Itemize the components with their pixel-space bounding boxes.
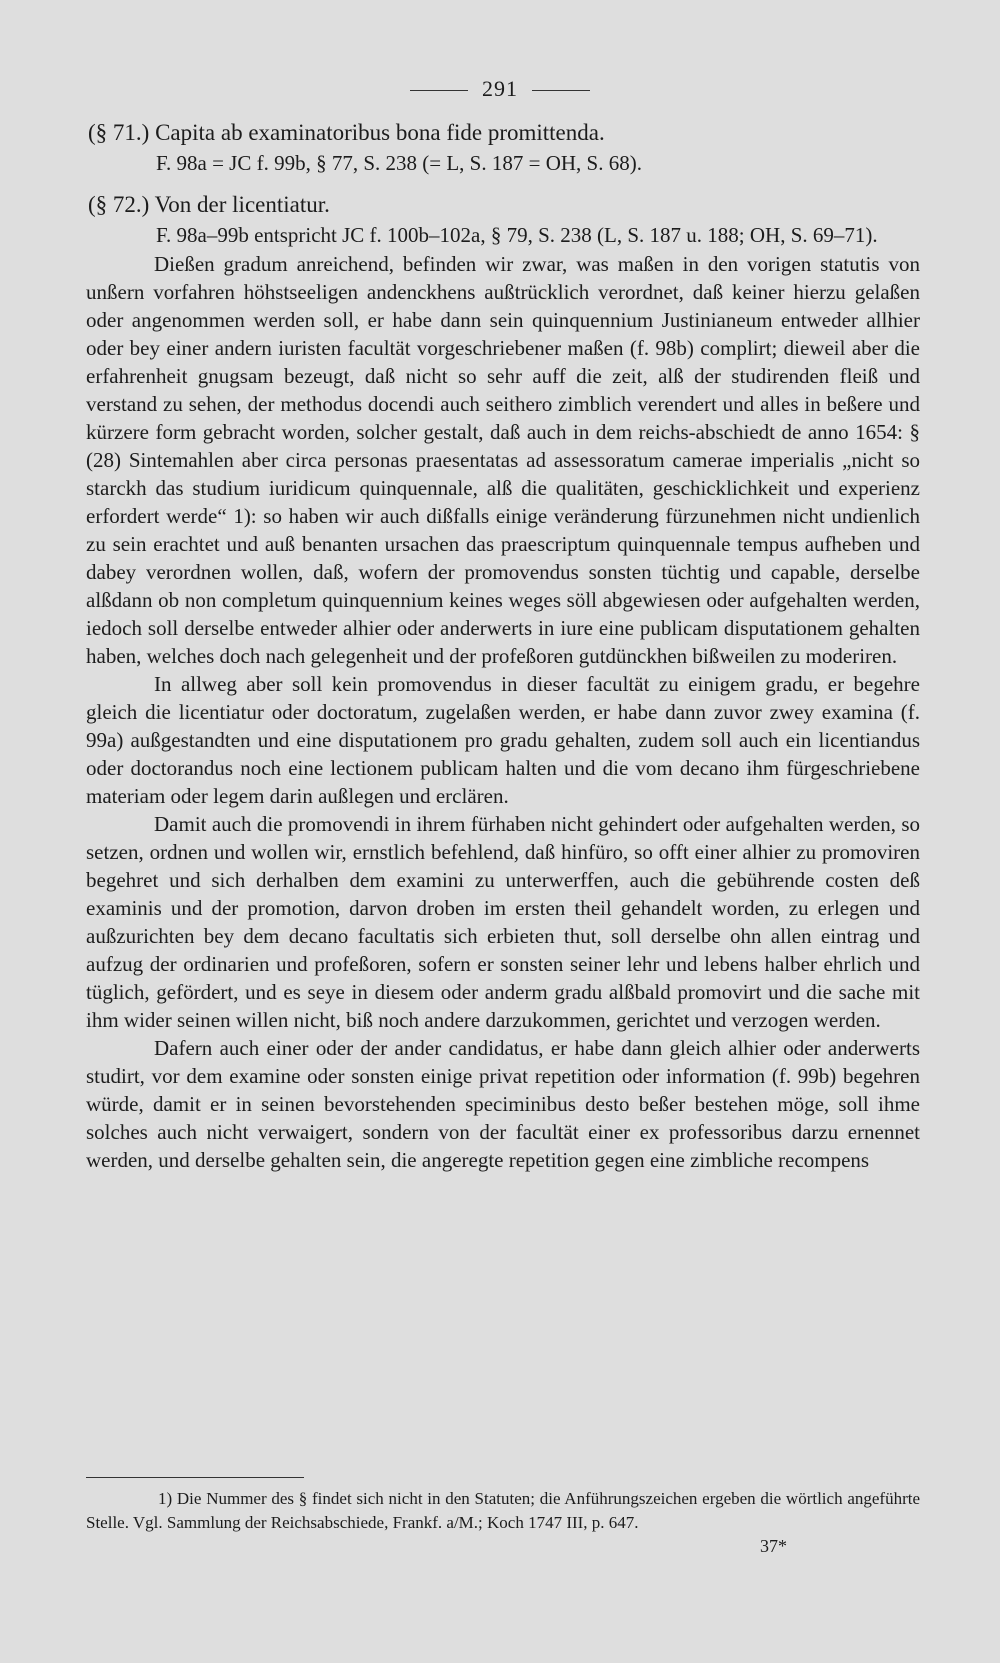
page-header (0, 76, 1000, 102)
section-reference-72: F. 98a–99b entspricht JC f. 100b–102a, § 79, S. 238 (L, S. 187 u. 188; OH, S. 69–71). (156, 223, 878, 247)
header-rule-left (410, 90, 468, 91)
section-reference-71: F. 98a = JC f. 99b, § 77, S. 238 (= L, S. 187 = OH, S. 68). (156, 151, 642, 175)
footnote-text: 1) Die Nummer des § findet sich nicht in den Statuten; die Anführungszeichen ergeben die wörtlich angeführte Stelle. Vgl. Sammlung der Reichsabschiede, Frankf. a/M.; Koch 1747 III, p. 647. (86, 1489, 920, 1532)
main-text (86, 118, 920, 1174)
footnote-divider (86, 1477, 304, 1478)
paragraph: In allweg aber soll kein promovendus in dieser facultät zu einigem gradu, er begehre gleich die licentiatur oder doctoratum, zugelaßen werden, er habe dann zuvor zwey examina (f. 99a) außgestandten und eine disputationem pro gradu gehalten, zudem soll auch ein licentiandus oder doctorandus noch eine lectionem publicam halten und die vom decano ihm fürgeschriebene materiam oder legem darin außlegen und erclären. (86, 672, 920, 808)
section-heading-72: (§ 72.) Von der licentiatur. (88, 192, 330, 217)
paragraph: Damit auch die promovendi in ihrem fürhaben nicht gehindert oder aufgehalten werden, so setzen, ordnen und wollen wir, ernstlich befehlend, daß hinfüro, so offt einer alhier zu promoviren begehret und sich derhalben dem examini zu unterwerffen, auch die gebührende costen deß examinis und der promotion, darvon droben im ersten theil gehandelt worden, zu erlegen und außzurichten bey dem decano facultatis sich erbieten thut, soll derselbe ohn allen eintrag und aufzug der ordinarien und profeßoren, sofern er sonsten seiner lehr und lebens halber ehrlich und tüglich, gefördert, und es seye in diesem oder anderm gradu alßbald promovirt und die sache mit ihm wider seinen willen nicht, biß noch andere darzukommen, gerichtet und verzogen werden. (86, 812, 920, 1032)
signature-mark: 37* (760, 1536, 787, 1556)
paragraph: Dießen gradum anreichend, befinden wir zwar, was maßen in den vorigen statutis von unßern vorfahren höhstseeligen andenckhens außtrücklich verordnet, daß keiner hierzu gelaßen oder angenommen werden soll, er habe dann sein quinquennium Justinianeum entweder allhier oder bey einer andern iuristen facultät vorgeschriebener maßen (f. 98b) complirt; dieweil aber die erfahrenheit gnugsam bezeugt, daß nicht so sehr auff die zeit, alß der studirenden fleiß und verstand zu sehen, der methodus docendi auch seithero zimblich verendert und alles in beßere und kürzere form gebracht worden, solcher gestalt, daß auch in dem reichs-abschiedt de anno 1654: § (28) Sintemahlen aber circa personas praesentatas ad assessoratum camerae imperialis „nicht so starckh das studium iuridicum quinquennale, alß die qualitäten, geschicklichkeit und experienz erfordert werde“ 1): so haben wir auch dißfalls einige veränderung fürzunehmen nicht undienlich zu sein erachtet und auß benanten ursachen das praescriptum quinquennale tempus aufheben und dabey verordnen wollen, daß, wofern der promovendus sonsten tüchtig und capable, derselbe alßdann ob non completum quinquennium keines weges söll abgewiesen oder aufgehalten werden, iedoch soll derselbe entweder alhier oder anderwerts in iure eine publicam disputationem gehalten haben, welches doch nach gelegenheit und der profeßoren gutdünckhen bißweilen zu moderiren. (86, 252, 920, 668)
header-rule-right (532, 90, 590, 91)
section-heading-71: (§ 71.) Capita ab examinatoribus bona fide promittenda. (88, 120, 605, 145)
page-number: 291 (482, 76, 518, 101)
footnote (86, 1487, 920, 1535)
paragraph: Dafern auch einer oder der ander candidatus, er habe dann gleich alhier oder anderwerts studirt, vor dem examine oder sonsten einige privat repetition oder information (f. 99b) begehren würde, damit er in seinen bevorstehenden speciminibus desto beßer bestehen möge, soll ihme solches auch nicht verwaigert, sondern von der facultät einer ex professoribus darzu ernennet werden, und derselbe gehalten sein, die angeregte repetition gegen eine zimbliche recompens (86, 1036, 920, 1172)
